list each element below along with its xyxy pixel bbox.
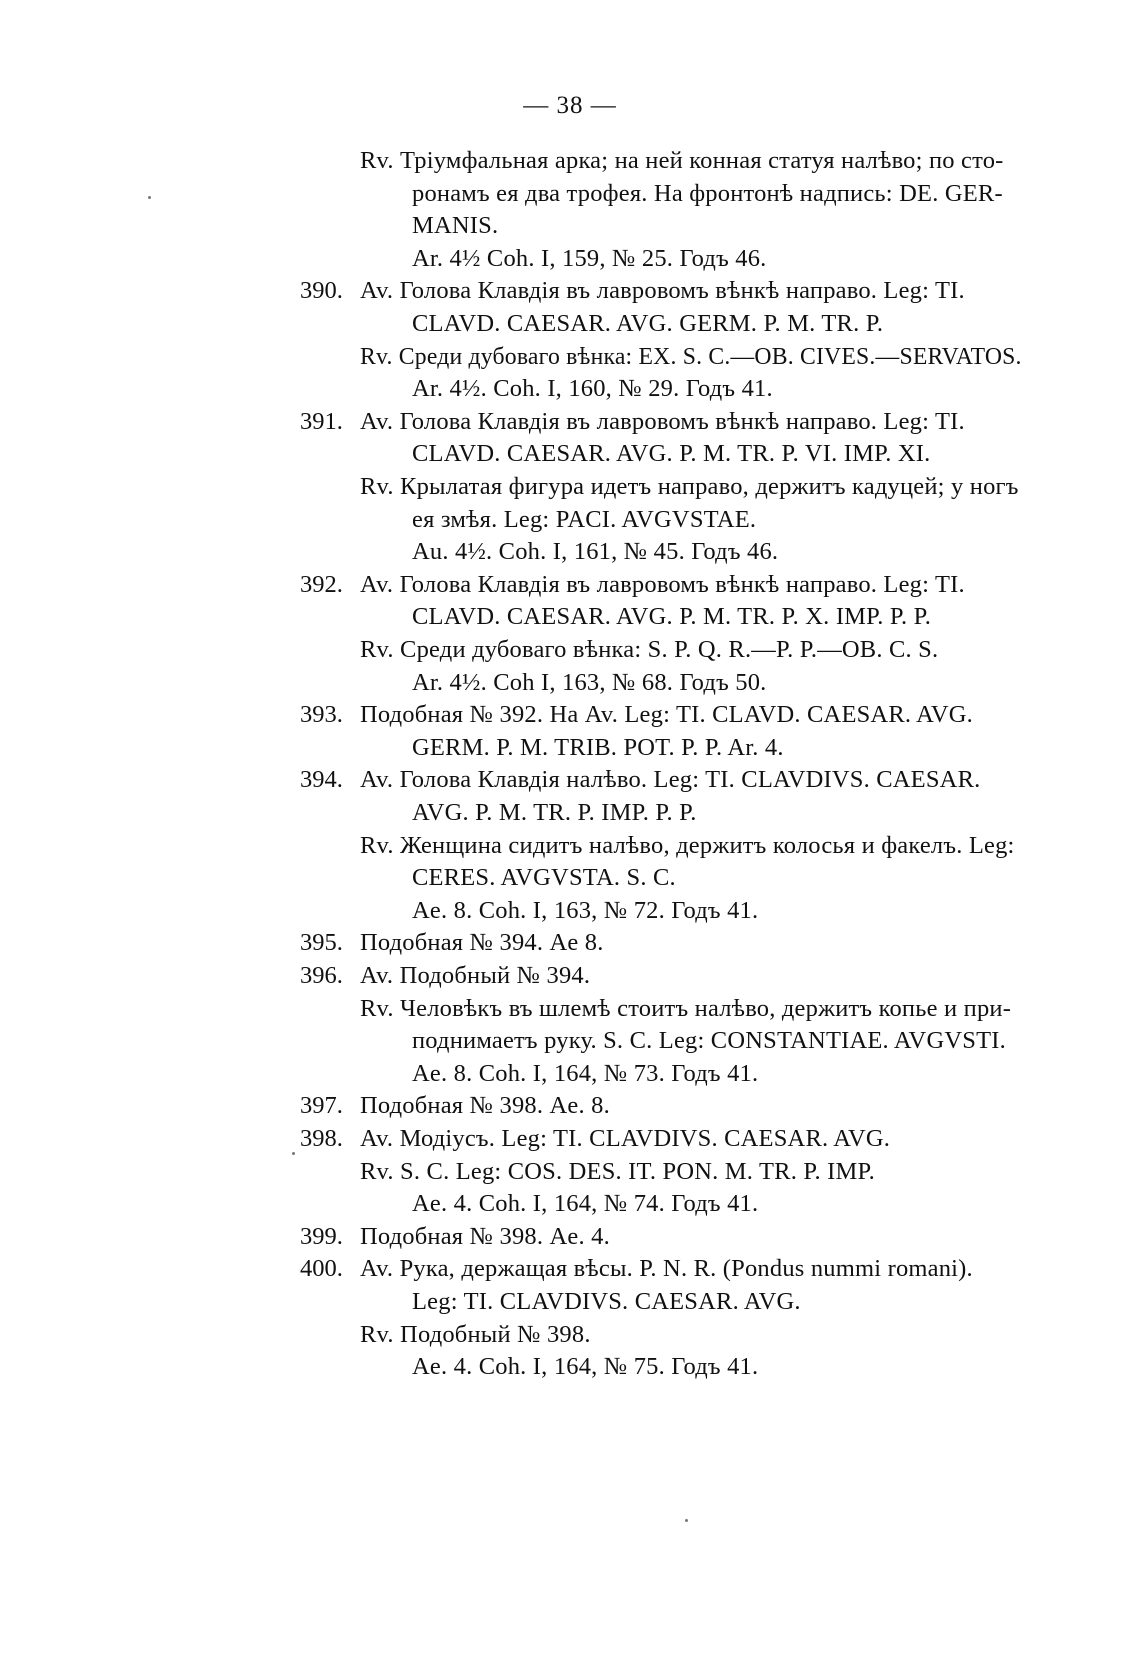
text-line: Av. Голова Клавдія въ лавровомъ вѣнкѣ направо. Leg: TI.: [360, 571, 965, 598]
text-line: Подобная № 392. На Av. Leg: TI. CLAVD. CAESAR. AVG.: [360, 701, 974, 728]
text-line: Rv. Подобный № 398.: [360, 1321, 591, 1348]
text-line: CLAVD. CAESAR. AVG. P. M. TR. P. X. IMP. P. P.: [412, 603, 932, 630]
text-line: Av. Голова Клавдія въ лавровомъ вѣнкѣ направо. Leg: TI.: [360, 277, 965, 304]
text-line: CERES. AVGVSTA. S. C.: [412, 864, 676, 891]
entry-number: 391.: [300, 408, 343, 435]
text-line: Rv. Женщина сидитъ налѣво, держитъ колосья и факелъ. Leg:: [360, 832, 1015, 859]
entry-number: 390.: [300, 277, 343, 304]
entry-number: 394.: [300, 766, 343, 793]
entry-number: 393.: [300, 701, 343, 728]
entry-number: 400.: [300, 1255, 343, 1282]
text-line: Av. Голова Клавдія въ лавровомъ вѣнкѣ направо. Leg: TI.: [360, 408, 965, 435]
text-line: Ar. 4½. Coh I, 163, № 68. Годъ 50.: [412, 669, 767, 696]
text-line: Av. Модіусъ. Leg: TI. CLAVDIVS. CAESAR. AVG.: [360, 1125, 891, 1152]
text-line: Подобная № 394. Ae 8.: [360, 929, 604, 956]
text-line: MANIS.: [412, 212, 499, 239]
text-line: Rv. S. C. Leg: COS. DES. IT. PON. M. TR. P. IMP.: [360, 1158, 875, 1185]
text-line: Av. Подобный № 394.: [360, 962, 591, 989]
margin-speck: [685, 1519, 688, 1522]
text-line: Rv. Среди дубоваго вѣнка: S. P. Q. R.—P. P.—OB. C. S.: [360, 636, 939, 663]
entry-number: 396.: [300, 962, 343, 989]
margin-speck: [292, 1152, 295, 1155]
text-line: CLAVD. CAESAR. AVG. P. M. TR. P. VI. IMP. XI.: [412, 440, 931, 467]
entry-number: 395.: [300, 929, 343, 956]
page-number: — 38 —: [523, 92, 617, 119]
text-line: Ar. 4½. Coh. I, 160, № 29. Годъ 41.: [412, 375, 773, 402]
entry-number: 397.: [300, 1092, 343, 1119]
text-line: Ae. 4. Coh. I, 164, № 75. Годъ 41.: [412, 1353, 759, 1380]
text-line: Ae. 8. Coh. I, 163, № 72. Годъ 41.: [412, 897, 759, 924]
text-line: Rv. Среди дубоваго вѣнка: EX. S. C.—OB. CIVES.—SERVATOS.: [360, 343, 1022, 370]
text-line: Подобная № 398. Ae. 4.: [360, 1223, 610, 1250]
text-line: Ar. 4½ Coh. I, 159, № 25. Годъ 46.: [412, 245, 767, 272]
entry-number: 399.: [300, 1223, 343, 1250]
text-line: ея змѣя. Leg: PACI. AVGVSTAE.: [412, 506, 757, 533]
entry-number: 392.: [300, 571, 343, 598]
text-line: GERM. P. M. TRIB. POT. P. P. Ar. 4.: [412, 734, 784, 761]
text-line: Подобная № 398. Ae. 8.: [360, 1092, 610, 1119]
text-line: Rv. Тріумфальная арка; на ней конная статуя налѣво; по сто-: [360, 147, 1004, 174]
text-line: CLAVD. CAESAR. AVG. GERM. P. M. TR. P.: [412, 310, 884, 337]
text-line: Rv. Крылатая фигура идетъ направо, держитъ кадуцей; у ногъ: [360, 473, 1019, 500]
text-line: Au. 4½. Coh. I, 161, № 45. Годъ 46.: [412, 538, 779, 565]
text-line: Rv. Человѣкъ въ шлемѣ стоитъ налѣво, держитъ копье и при-: [360, 995, 1012, 1022]
margin-speck: [148, 196, 151, 199]
text-line: Ae. 8. Coh. I, 164, № 73. Годъ 41.: [412, 1060, 759, 1087]
text-line: Ae. 4. Coh. I, 164, № 74. Годъ 41.: [412, 1190, 759, 1217]
text-line: Leg: TI. CLAVDIVS. CAESAR. AVG.: [412, 1288, 801, 1315]
text-line: AVG. P. M. TR. P. IMP. P. P.: [412, 799, 697, 826]
entry-number: 398.: [300, 1125, 343, 1152]
text-line: Av. Рука, держащая вѣсы. P. N. R. (Pondus nummi romani).: [360, 1255, 973, 1282]
text-line: ронамъ ея два трофея. На фронтонѣ надпись: DE. GER-: [412, 180, 1003, 207]
text-line: поднимаетъ руку. S. C. Leg: CONSTANTIAE. AVGVSTI.: [412, 1027, 1006, 1054]
text-line: Av. Голова Клавдія налѣво. Leg: TI. CLAVDIVS. CAESAR.: [360, 766, 981, 793]
